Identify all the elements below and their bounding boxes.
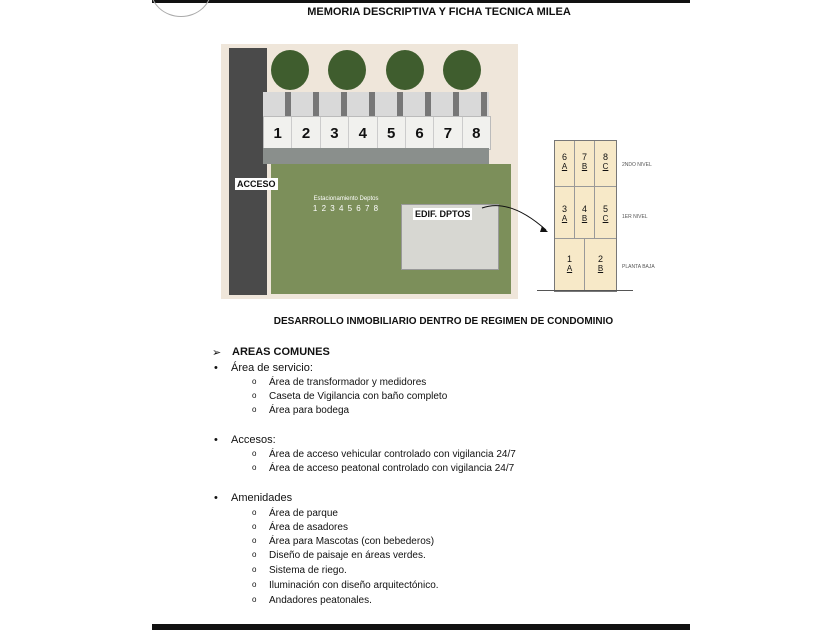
access-label: ACCESO bbox=[237, 179, 276, 189]
unit-label: 8 bbox=[462, 117, 490, 149]
circle-bullet-icon: o bbox=[252, 405, 257, 414]
site-plan-render bbox=[221, 44, 518, 299]
unit-label: 4 bbox=[348, 117, 376, 149]
unit-label: 6 bbox=[405, 117, 433, 149]
unit-label: 3 bbox=[320, 117, 348, 149]
pointer-arrow bbox=[480, 200, 552, 240]
level-label: 2NDO NIVEL bbox=[622, 162, 652, 168]
palm-icon bbox=[443, 50, 481, 90]
unit-label: 2 bbox=[291, 117, 319, 149]
unit-cell: 2 B bbox=[597, 254, 604, 273]
palm-icon bbox=[386, 50, 424, 90]
document-title: MEMORIA DESCRIPTIVA Y FICHA TECNICA MILEA bbox=[307, 6, 571, 18]
group-label: Accesos: bbox=[231, 434, 276, 446]
circle-bullet-icon: o bbox=[252, 449, 257, 458]
unit-cell: 8 C bbox=[595, 141, 616, 187]
level-diagram bbox=[554, 140, 617, 292]
palm-icon bbox=[328, 50, 366, 90]
group-label: Área de servicio: bbox=[231, 362, 313, 374]
unit-cell: 4 B bbox=[575, 187, 595, 239]
parking-label: Estacionamiento Deptos bbox=[313, 196, 379, 202]
level-label: PLANTA BAJA bbox=[622, 264, 655, 270]
unit-label: 7 bbox=[433, 117, 461, 149]
circle-bullet-icon: o bbox=[252, 463, 257, 472]
level-label: 1ER NIVEL bbox=[622, 214, 648, 220]
ground-line bbox=[537, 290, 633, 291]
circle-bullet-icon: o bbox=[252, 565, 257, 574]
townhouse-roofs bbox=[263, 92, 489, 116]
parking-numbers: 1 2 3 4 5 6 7 8 bbox=[312, 204, 380, 213]
parking-area bbox=[301, 196, 391, 226]
bullet-icon: • bbox=[214, 362, 218, 374]
unit-cell: 5 C bbox=[595, 187, 616, 239]
circle-bullet-icon: o bbox=[252, 508, 257, 517]
circle-bullet-icon: o bbox=[252, 377, 257, 386]
unit-cell: 7 B bbox=[575, 141, 595, 187]
section-heading: AREAS COMUNES bbox=[232, 346, 330, 358]
circle-bullet-icon: o bbox=[252, 550, 257, 559]
group-label: Amenidades bbox=[231, 492, 293, 504]
townhouse-units bbox=[263, 116, 491, 150]
unit-cell: 3 A bbox=[555, 187, 575, 239]
circle-bullet-icon: o bbox=[252, 391, 257, 400]
palm-icon bbox=[271, 50, 309, 90]
circle-bullet-icon: o bbox=[252, 595, 257, 604]
document-subtitle: DESARROLLO INMOBILIARIO DENTRO DE REGIMEN DE CONDOMINIO bbox=[273, 316, 614, 327]
circle-bullet-icon: o bbox=[252, 536, 257, 545]
unit-cell: 6 A bbox=[555, 141, 575, 187]
bullet-icon: • bbox=[214, 492, 218, 504]
building-label: EDIF. DPTOS bbox=[415, 209, 471, 219]
unit-label: 5 bbox=[377, 117, 405, 149]
unit-label: 1 bbox=[273, 124, 282, 142]
unit-cell: 1 A bbox=[555, 239, 585, 291]
bullet-icon: • bbox=[214, 434, 218, 446]
arrow-bullet-icon: ➢ bbox=[212, 347, 222, 359]
circle-bullet-icon: o bbox=[252, 522, 257, 531]
circle-bullet-icon: o bbox=[252, 580, 257, 589]
garage-strip bbox=[263, 148, 489, 164]
bottom-border bbox=[152, 624, 690, 630]
top-border bbox=[152, 0, 690, 3]
